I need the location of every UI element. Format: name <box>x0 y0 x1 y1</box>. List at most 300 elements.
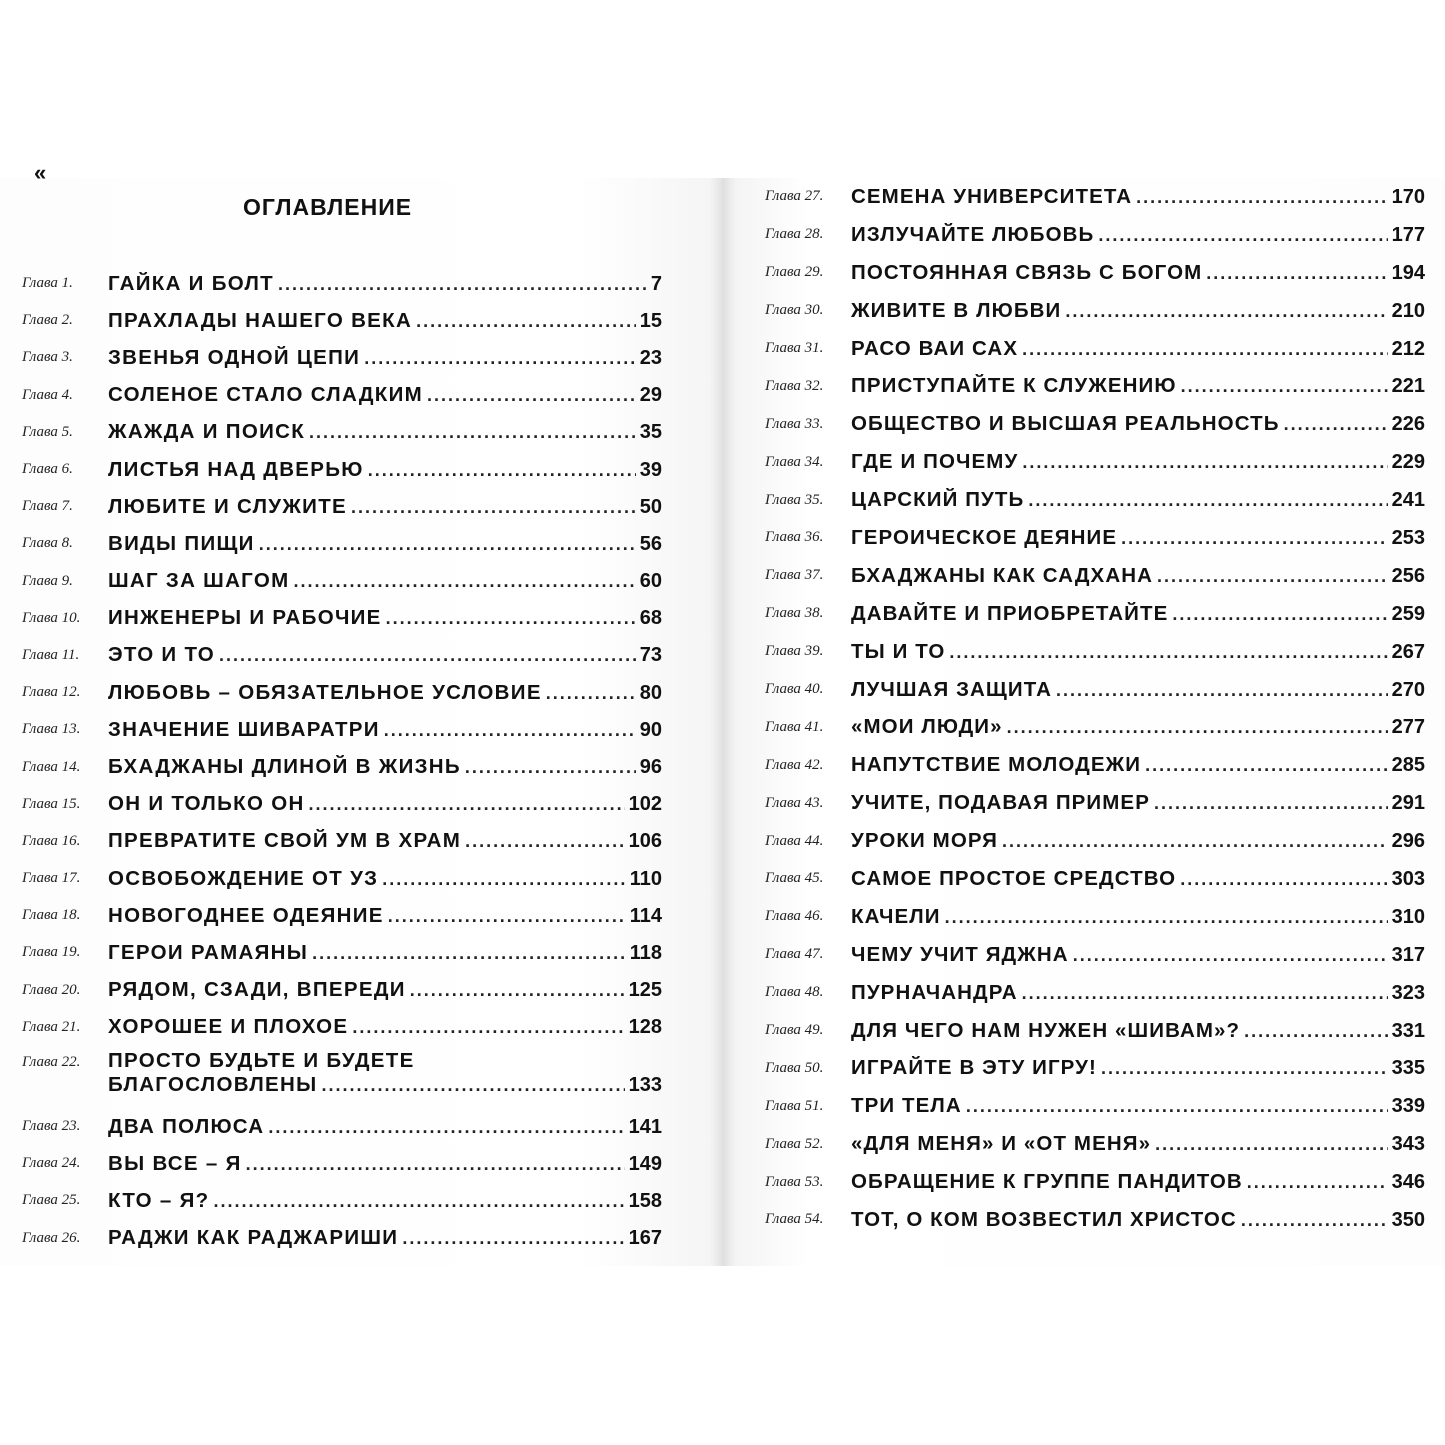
page-number: 323 <box>1391 981 1425 1004</box>
chapter-title: ЛЮБИТЕ И СЛУЖИТЕ <box>108 494 348 518</box>
page-number: 350 <box>1391 1208 1425 1231</box>
chapter-title: ИЗЛУЧАЙТЕ ЛЮБОВЬ <box>851 222 1095 246</box>
chapter-number: Глава 18. <box>22 907 81 924</box>
page-number: 343 <box>1391 1133 1425 1156</box>
chapter-number: Глава 11. <box>22 646 80 663</box>
toc-entry <box>765 1087 1425 1125</box>
chapter-title: ОН И ТОЛЬКО ОН <box>108 792 305 816</box>
entry-body <box>108 792 662 816</box>
dot-leader <box>246 1154 625 1175</box>
entry-body <box>851 715 1425 739</box>
entry-body <box>108 495 662 519</box>
entry-body <box>851 1094 1425 1118</box>
dot-leader <box>1065 301 1387 322</box>
chapter-number: Глава 54. <box>765 1211 824 1228</box>
dot-leader <box>546 683 636 704</box>
entry-body <box>851 905 1425 929</box>
dot-leader <box>278 274 647 295</box>
chapter-title-line-2-row <box>108 1073 662 1097</box>
chapter-number: Глава 35. <box>765 491 824 508</box>
page-number: 285 <box>1391 754 1425 777</box>
chapter-number: Глава 19. <box>22 944 81 961</box>
toc-entry <box>22 748 662 785</box>
toc-entry <box>22 934 662 971</box>
chapter-number: Глава 7. <box>22 498 73 515</box>
toc-entry <box>22 302 662 339</box>
dot-leader <box>945 907 1388 928</box>
entry-body <box>851 374 1425 398</box>
entry-body <box>851 223 1425 247</box>
chapter-number: Глава 20. <box>22 981 81 998</box>
dot-leader <box>1002 831 1388 852</box>
entry-body <box>108 681 662 705</box>
chapter-number: Глава 47. <box>765 946 824 963</box>
entry-body <box>108 829 662 853</box>
entry-body <box>108 383 662 407</box>
entry-body <box>851 678 1425 702</box>
toc-entry <box>22 451 662 488</box>
page-number: 118 <box>629 941 662 964</box>
page-number: 158 <box>628 1189 662 1212</box>
entry-body <box>108 1015 662 1039</box>
chapter-title: СОЛЕНОЕ СТАЛО СЛАДКИМ <box>108 383 423 407</box>
chapter-number: Глава 1. <box>22 275 73 292</box>
entry-body <box>851 867 1425 891</box>
page-number: 106 <box>628 830 662 853</box>
chapter-number: Глава 37. <box>765 567 824 584</box>
entry-body <box>851 602 1425 626</box>
chapter-number: Глава 53. <box>765 1173 824 1190</box>
dot-leader <box>259 534 636 555</box>
toc-entry <box>22 265 662 302</box>
entry-body <box>108 1046 662 1097</box>
page-title: ОГЛАВЛЕНИЕ <box>243 194 413 220</box>
dot-leader <box>1206 263 1387 284</box>
toc-entry <box>765 746 1425 784</box>
entry-body <box>108 606 662 630</box>
chapter-title: ИНЖЕНЕРЫ И РАБОЧИЕ <box>108 606 382 630</box>
dot-leader <box>1181 376 1388 397</box>
page-number: 210 <box>1391 299 1425 322</box>
chapter-number: Глава 43. <box>765 794 824 811</box>
toc-entry <box>22 525 662 562</box>
chapter-title-line-1: ПРОСТО БУДЬТЕ И БУДЕТЕ <box>108 1048 415 1072</box>
chapter-number: Глава 45. <box>765 870 824 887</box>
chapter-title: ШАГ ЗА ШАГОМ <box>108 569 290 593</box>
dot-leader <box>1145 755 1388 776</box>
chapter-title: СЕМЕНА УНИВЕРСИТЕТА <box>851 184 1133 208</box>
dot-leader <box>213 1191 624 1212</box>
chapter-number: Глава 31. <box>765 340 824 356</box>
page-number: 194 <box>1391 261 1425 284</box>
page-number: 221 <box>1391 375 1425 398</box>
chapter-title: ГАЙКА И БОЛТ <box>108 271 274 295</box>
chapter-number: Глава 22. <box>22 1053 81 1070</box>
toc-entry <box>765 519 1425 557</box>
chapter-number: Глава 46. <box>765 908 824 925</box>
chapter-number: Глава 14. <box>22 758 81 775</box>
page-number: 110 <box>629 867 662 890</box>
entry-body <box>851 829 1425 853</box>
chapter-number: Глава 27. <box>765 188 824 205</box>
toc-entry <box>765 1012 1425 1050</box>
toc-entry <box>765 292 1425 330</box>
dot-leader <box>1098 225 1387 246</box>
chapter-title: КТО – Я? <box>108 1188 210 1212</box>
page-number: 68 <box>639 607 662 630</box>
toc-entry <box>765 898 1425 936</box>
entry-body <box>108 458 662 482</box>
page-number: 317 <box>1391 943 1425 966</box>
chapter-number: Глава 25. <box>22 1192 81 1209</box>
page-number: 128 <box>628 1016 662 1039</box>
dot-leader <box>309 794 625 815</box>
chapter-number: Глава 23. <box>22 1118 81 1135</box>
chapter-number: Глава 21. <box>22 1018 81 1035</box>
dot-leader <box>1241 1210 1388 1231</box>
entry-body <box>108 904 662 928</box>
toc-entry <box>765 330 1425 368</box>
chapter-title: ОБЩЕСТВО И ВЫСШАЯ РЕАЛЬНОСТЬ <box>851 412 1280 436</box>
dot-leader <box>1073 945 1388 966</box>
dot-leader <box>321 1075 624 1096</box>
chapter-number: Глава 33. <box>765 415 824 432</box>
entry-body <box>108 1152 662 1176</box>
entry-body <box>108 978 662 1002</box>
entry-body <box>108 643 662 667</box>
page-number: 241 <box>1391 489 1425 512</box>
chapter-title: ЖАЖДА И ПОИСК <box>108 420 306 444</box>
toc-entry <box>765 1163 1425 1201</box>
toc-entry <box>765 936 1425 974</box>
dot-leader <box>312 943 626 964</box>
chapter-number: Глава 29. <box>765 264 824 281</box>
chapter-title: ЖИВИТЕ В ЛЮБВИ <box>851 298 1062 322</box>
chapter-title: РАСО ВАИ САХ <box>851 336 1019 360</box>
page-number: 256 <box>1391 564 1425 587</box>
entry-body <box>851 299 1425 323</box>
page-number: 170 <box>1391 185 1425 208</box>
chapter-title: УРОКИ МОРЯ <box>851 829 998 853</box>
chapter-number: Глава 12. <box>22 684 81 701</box>
dot-leader <box>364 348 636 369</box>
dot-leader <box>293 571 635 592</box>
entry-body <box>851 943 1425 967</box>
entry-body <box>851 526 1425 550</box>
toc-entry <box>765 671 1425 709</box>
entry-body <box>851 640 1425 664</box>
entry-body <box>108 1115 662 1139</box>
dot-leader <box>1157 566 1388 587</box>
chapter-number: Глава 15. <box>22 795 81 812</box>
page-number: 346 <box>1391 1171 1425 1194</box>
toc-entry <box>765 1049 1425 1087</box>
entry-body <box>851 412 1425 436</box>
dot-leader <box>1022 452 1387 473</box>
chapter-number: Глава 5. <box>22 423 73 440</box>
toc-entry <box>765 216 1425 254</box>
dot-leader <box>386 608 636 629</box>
page-number: 60 <box>639 570 662 593</box>
chapter-number: Глава 6. <box>22 461 73 478</box>
page-number: 149 <box>628 1152 662 1175</box>
chapter-number: Глава 17. <box>22 870 81 887</box>
dot-leader <box>416 311 636 332</box>
toc-entry <box>22 1182 662 1219</box>
page-number: 226 <box>1391 413 1425 436</box>
dot-leader <box>427 385 636 406</box>
dot-leader <box>410 980 625 1001</box>
entry-body <box>108 272 662 296</box>
chapter-number: Глава 42. <box>765 756 824 773</box>
page-number: 229 <box>1391 451 1425 474</box>
toc-entry <box>22 1145 662 1182</box>
chapter-title: БХАДЖАНЫ ДЛИНОЙ В ЖИЗНЬ <box>108 755 461 779</box>
toc-entry <box>22 972 662 1009</box>
entry-body <box>851 1170 1425 1194</box>
page-number: 23 <box>639 346 662 369</box>
entry-body <box>108 569 662 593</box>
chapter-number: Глава 4. <box>22 386 73 403</box>
dot-leader <box>949 642 1387 663</box>
dot-leader <box>351 497 636 518</box>
page-number: 141 <box>628 1115 662 1138</box>
chapter-number: Глава 52. <box>765 1135 824 1152</box>
page-number: 114 <box>629 904 662 927</box>
chapter-number: Глава 30. <box>765 302 824 319</box>
chapter-title: НОВОГОДНЕЕ ОДЕЯНИЕ <box>108 903 384 927</box>
toc-entry <box>22 637 662 674</box>
entry-body <box>851 261 1425 285</box>
chapter-number: Глава 48. <box>765 984 824 1001</box>
toc-entry <box>22 563 662 600</box>
chapter-number: Глава 10. <box>22 609 81 626</box>
toc-entry <box>22 377 662 414</box>
page-number: 270 <box>1391 678 1425 701</box>
page-number: 310 <box>1391 905 1425 928</box>
toc-entry <box>765 254 1425 292</box>
dot-leader <box>382 869 625 890</box>
page-number: 259 <box>1391 602 1425 625</box>
chapter-title: ТЫ И ТО <box>851 639 946 663</box>
page-number: 50 <box>639 495 662 518</box>
dot-leader <box>219 645 636 666</box>
entry-body <box>851 753 1425 777</box>
dot-leader <box>1136 187 1387 208</box>
dot-leader <box>1121 528 1388 549</box>
chapter-number: Глава 24. <box>22 1155 81 1172</box>
toc-entry <box>22 414 662 451</box>
toc-entry <box>22 823 662 860</box>
toc-entry <box>765 708 1425 746</box>
chapter-title: НАПУТСТВИЕ МОЛОДЕЖИ <box>851 753 1142 777</box>
chapter-number: Глава 38. <box>765 605 824 622</box>
toc-entry <box>22 786 662 823</box>
chapter-title: ПУРНАЧАНДРА <box>851 980 1018 1004</box>
chapter-title: ПРЕВРАТИТЕ СВОЙ УМ В ХРАМ <box>108 829 462 853</box>
entry-body <box>851 337 1425 361</box>
chapter-number: Глава 41. <box>765 718 824 735</box>
toc-entry <box>765 784 1425 822</box>
dot-leader <box>352 1017 624 1038</box>
chapter-number: Глава 40. <box>765 681 824 698</box>
entry-body <box>108 1189 662 1213</box>
chapter-number: Глава 9. <box>22 572 73 589</box>
toc-entry <box>22 711 662 748</box>
chapter-number: Глава 13. <box>22 721 81 738</box>
toc-entry <box>765 481 1425 519</box>
chapter-title: ДВА ПОЛЮСА <box>108 1114 265 1138</box>
chapter-title: ЗНАЧЕНИЕ ШИВАРАТРИ <box>108 717 380 741</box>
entry-body <box>851 1208 1425 1232</box>
dot-leader <box>1172 604 1387 625</box>
chapter-title: ГЕРОИЧЕСКОЕ ДЕЯНИЕ <box>851 525 1118 549</box>
page-number: 90 <box>639 718 662 741</box>
page-number: 177 <box>1391 223 1425 246</box>
corner-mark: « <box>34 160 47 185</box>
toc-entry <box>765 443 1425 481</box>
page-number: 125 <box>628 979 662 1002</box>
entry-body <box>108 941 662 965</box>
entry-body <box>108 1226 662 1250</box>
dot-leader <box>1155 1134 1388 1155</box>
dot-leader <box>465 831 625 852</box>
toc-entry <box>765 860 1425 898</box>
toc-entry <box>765 1201 1425 1239</box>
toc-entry <box>22 897 662 934</box>
chapter-title: ЭТО И ТО <box>108 643 216 667</box>
toc-entry <box>765 405 1425 443</box>
toc-left-column <box>22 265 662 1257</box>
chapter-number: Глава 16. <box>22 832 81 849</box>
chapter-title: ТРИ ТЕЛА <box>851 1094 962 1118</box>
page-number: 133 <box>628 1073 662 1096</box>
chapter-title: РЯДОМ, СЗАДИ, ВПЕРЕДИ <box>108 978 406 1002</box>
toc-entry <box>765 1125 1425 1163</box>
toc-entry <box>22 860 662 897</box>
page-number: 277 <box>1391 716 1425 739</box>
dot-leader <box>268 1117 624 1138</box>
page-number: 303 <box>1391 867 1425 890</box>
chapter-number: Глава 50. <box>765 1059 824 1076</box>
chapter-title: ЦАРСКИЙ ПУТЬ <box>851 488 1025 512</box>
toc-entry <box>22 339 662 376</box>
chapter-title-line-2: БЛАГОСЛОВЛЕНЫ <box>108 1072 318 1096</box>
chapter-title: ТОТ, О КОМ ВОЗВЕСТИЛ ХРИСТОС <box>851 1207 1237 1231</box>
page-number: 7 <box>650 272 662 295</box>
toc-entry <box>22 1220 662 1257</box>
toc-entry <box>765 822 1425 860</box>
dot-leader <box>1056 680 1388 701</box>
dot-leader <box>1007 717 1388 738</box>
chapter-title: ЗВЕНЬЯ ОДНОЙ ЦЕПИ <box>108 345 361 369</box>
toc-entry <box>765 178 1425 216</box>
toc-entry <box>765 367 1425 405</box>
entry-body <box>108 755 662 779</box>
entry-body <box>851 564 1425 588</box>
entry-body <box>108 309 662 333</box>
chapter-number: Глава 3. <box>22 349 73 366</box>
chapter-number: Глава 39. <box>765 643 824 660</box>
chapter-title: ЛУЧШАЯ ЗАЩИТА <box>851 677 1052 701</box>
chapter-title: ОБРАЩЕНИЕ К ГРУППЕ ПАНДИТОВ <box>851 1170 1243 1194</box>
entry-body <box>108 532 662 556</box>
page-number: 29 <box>639 384 662 407</box>
page-number: 212 <box>1391 337 1425 360</box>
page-number: 73 <box>639 644 662 667</box>
chapter-title: РАДЖИ КАК РАДЖАРИШИ <box>108 1226 399 1250</box>
chapter-title: КАЧЕЛИ <box>851 904 941 928</box>
page-number: 339 <box>1391 1095 1425 1118</box>
entry-body <box>851 981 1425 1005</box>
toc-entry <box>765 974 1425 1012</box>
chapter-title: ЛИСТЬЯ НАД ДВЕРЬЮ <box>108 457 364 481</box>
chapter-number: Глава 44. <box>765 832 824 849</box>
page-number: 39 <box>639 458 662 481</box>
entry-body <box>851 1132 1425 1156</box>
toc-entry <box>22 1009 662 1046</box>
chapter-title: САМОЕ ПРОСТОЕ СРЕДСТВО <box>851 866 1177 890</box>
entry-body <box>108 420 662 444</box>
toc-entry <box>765 557 1425 595</box>
chapter-title: ВИДЫ ПИЩИ <box>108 531 255 555</box>
chapter-title: ПРИСТУПАЙТЕ К СЛУЖЕНИЮ <box>851 374 1177 398</box>
toc-entry <box>22 600 662 637</box>
dot-leader <box>1244 1021 1387 1042</box>
page-number: 253 <box>1391 526 1425 549</box>
chapter-number: Глава 32. <box>765 377 824 394</box>
dot-leader <box>465 757 636 778</box>
toc-entry <box>765 633 1425 671</box>
chapter-title: ПРАХЛАДЫ НАШЕГО ВЕКА <box>108 308 413 332</box>
entry-body <box>108 346 662 370</box>
chapter-title: ПОСТОЯННАЯ СВЯЗЬ С БОГОМ <box>851 260 1203 284</box>
chapter-number: Глава 26. <box>22 1229 81 1246</box>
chapter-title: ГЕРОИ РАМАЯНЫ <box>108 940 309 964</box>
dot-leader <box>1284 414 1388 435</box>
page-number: 167 <box>628 1227 662 1250</box>
dot-leader <box>1154 793 1388 814</box>
page-number: 56 <box>639 532 662 555</box>
chapter-title: «ДЛЯ МЕНЯ» И «ОТ МЕНЯ» <box>851 1132 1152 1156</box>
entry-body <box>851 488 1425 512</box>
page-number: 291 <box>1391 792 1425 815</box>
chapter-number: Глава 8. <box>22 535 73 552</box>
book-gutter <box>710 178 736 1266</box>
chapter-title: ЧЕМУ УЧИТ ЯДЖНА <box>851 942 1069 966</box>
entry-body <box>851 185 1425 209</box>
dot-leader <box>1180 869 1387 890</box>
page-number: 296 <box>1391 830 1425 853</box>
chapter-title: УЧИТЕ, ПОДАВАЯ ПРИМЕР <box>851 791 1150 815</box>
page-number: 102 <box>628 793 662 816</box>
dot-leader <box>402 1228 624 1249</box>
dot-leader <box>1022 983 1388 1004</box>
toc-right-column <box>765 178 1425 1239</box>
chapter-title: ЛЮБОВЬ – ОБЯЗАТЕЛЬНОЕ УСЛОВИЕ <box>108 680 542 704</box>
chapter-title: ГДЕ И ПОЧЕМУ <box>851 450 1019 474</box>
chapter-title: ИГРАЙТЕ В ЭТУ ИГРУ! <box>851 1056 1097 1080</box>
page-number: 80 <box>639 681 662 704</box>
chapter-number: Глава 51. <box>765 1097 824 1114</box>
page-number: 96 <box>639 756 662 779</box>
dot-leader <box>368 460 636 481</box>
toc-entry <box>765 595 1425 633</box>
chapter-number: Глава 36. <box>765 529 824 546</box>
chapter-title: «МОИ ЛЮДИ» <box>851 715 1003 739</box>
chapter-number: Глава 34. <box>765 453 824 470</box>
dot-leader <box>384 720 636 741</box>
